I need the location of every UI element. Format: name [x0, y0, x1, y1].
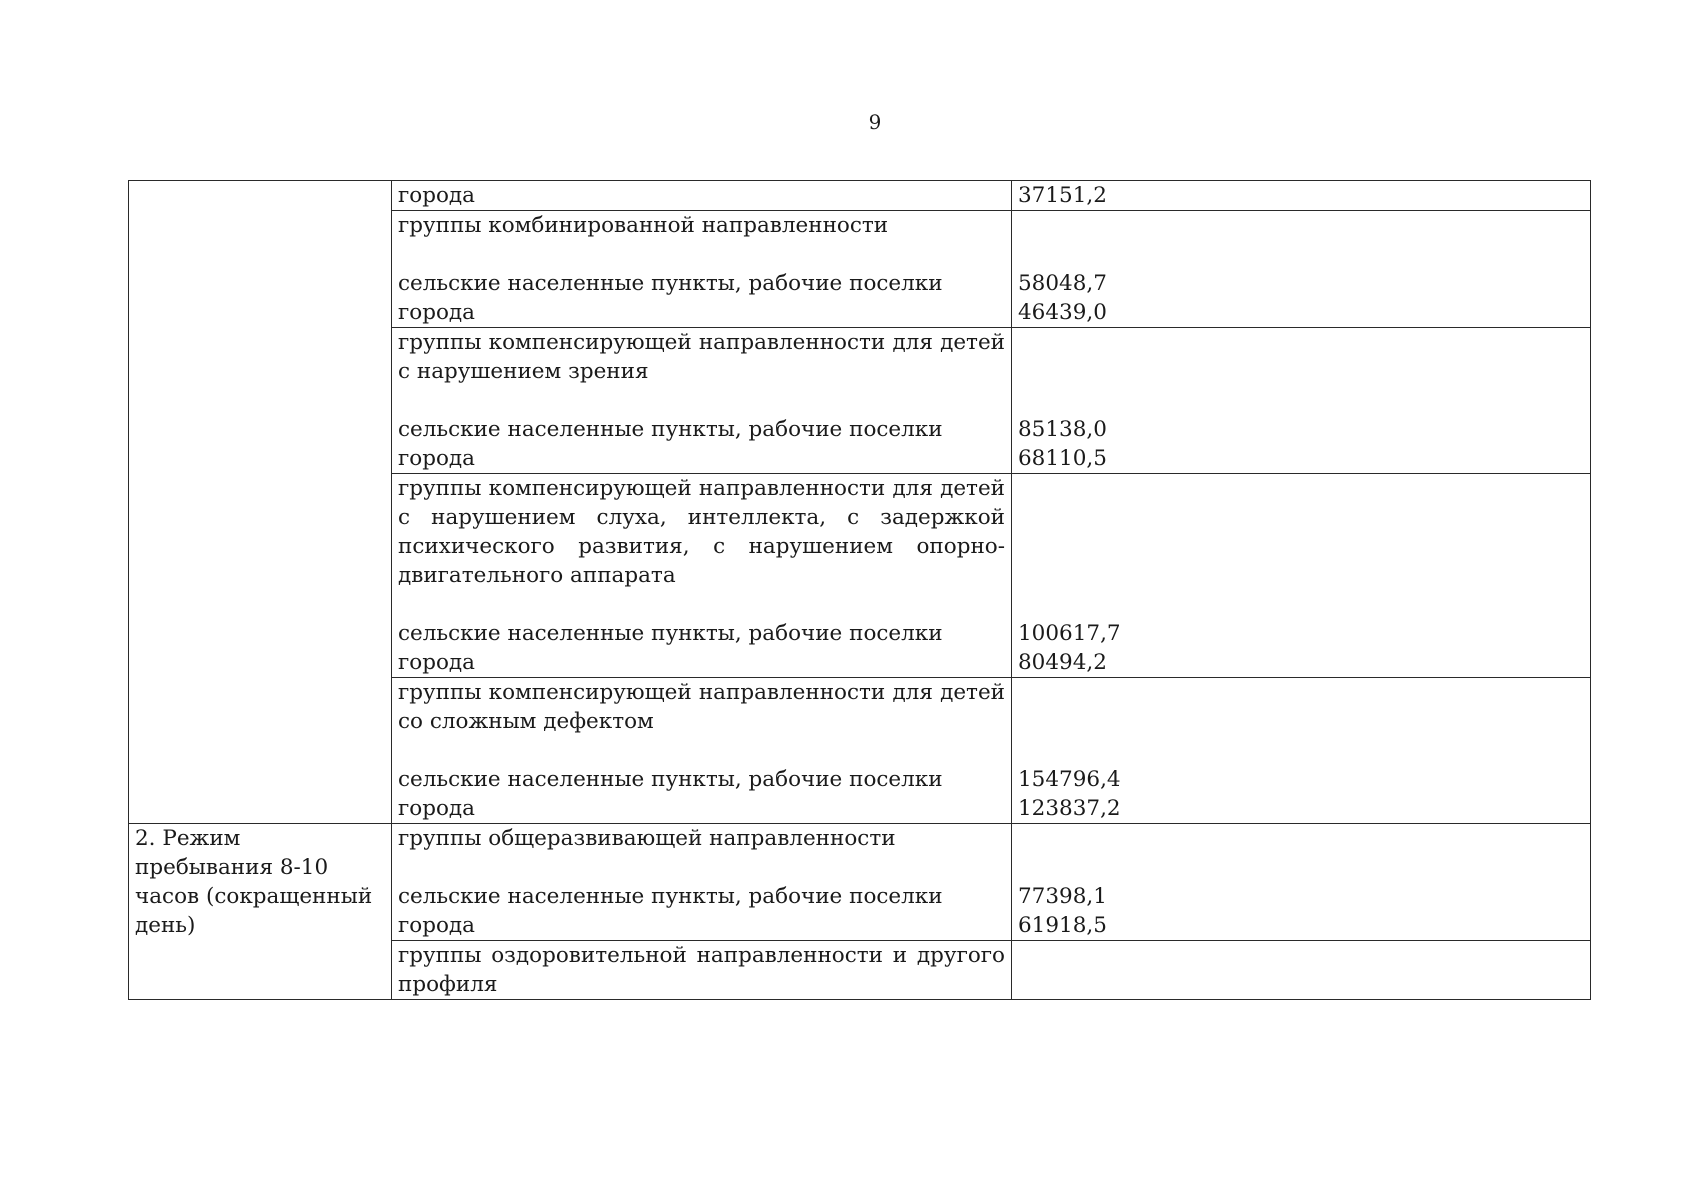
locality-label: города	[398, 300, 475, 325]
group-title: группы компенсирующей направленности для детей с нарушением зрения	[398, 330, 1005, 384]
group-cell	[392, 211, 1012, 328]
tariff-value: 58048,7	[1018, 271, 1107, 296]
mode-cell-empty	[129, 181, 392, 824]
value-cell	[1012, 211, 1591, 328]
mode-label: 2. Режим пребывания 8-10 часов (сокращенный день)	[135, 826, 373, 938]
value-cell	[1012, 181, 1591, 211]
table-row	[129, 824, 1591, 941]
value-cell	[1012, 474, 1591, 678]
table-row	[129, 181, 1591, 211]
locality-label: города	[398, 446, 475, 471]
group-cell	[392, 474, 1012, 678]
group-title: группы комбинированной направленности	[398, 213, 889, 238]
group-title: группы компенсирующей направленности для детей с нарушением слуха, интеллекта, с задержкой психического развития, с нарушением опорно-двигательного аппарата	[398, 476, 1005, 588]
locality-label: сельские населенные пункты, рабочие поселки	[398, 767, 943, 792]
locality-label: города	[398, 913, 475, 938]
tariff-value: 61918,5	[1018, 913, 1107, 938]
mode-cell	[129, 824, 392, 1000]
group-title: группы компенсирующей направленности для детей со сложным дефектом	[398, 680, 1005, 734]
locality-label: города	[398, 796, 475, 821]
tariff-value: 123837,2	[1018, 796, 1121, 821]
tariff-value: 85138,0	[1018, 417, 1107, 442]
group-cell	[392, 181, 1012, 211]
tariff-value: 154796,4	[1018, 767, 1121, 792]
tariff-value: 77398,1	[1018, 884, 1107, 909]
value-cell	[1012, 678, 1591, 824]
group-title: группы общеразвивающей направленности	[398, 826, 896, 851]
group-cell	[392, 328, 1012, 474]
tariff-value: 37151,2	[1018, 183, 1107, 208]
group-cell	[392, 678, 1012, 824]
value-cell	[1012, 824, 1591, 941]
value-cell	[1012, 941, 1591, 1000]
group-title: группы оздоровительной направленности и другого профиля	[398, 943, 1005, 997]
value-cell	[1012, 328, 1591, 474]
tariff-value: 80494,2	[1018, 650, 1107, 675]
group-cell	[392, 824, 1012, 941]
locality-label: сельские населенные пункты, рабочие поселки	[398, 884, 943, 909]
tariff-value: 46439,0	[1018, 300, 1107, 325]
locality-label: города	[398, 183, 475, 208]
page-number: 9	[868, 110, 882, 134]
tariff-value: 100617,7	[1018, 621, 1121, 646]
group-cell	[392, 941, 1012, 1000]
locality-label: сельские населенные пункты, рабочие поселки	[398, 621, 943, 646]
locality-label: сельские населенные пункты, рабочие поселки	[398, 417, 943, 442]
locality-label: города	[398, 650, 475, 675]
tariff-table	[128, 180, 1591, 1000]
locality-label: сельские населенные пункты, рабочие поселки	[398, 271, 943, 296]
tariff-value: 68110,5	[1018, 446, 1107, 471]
